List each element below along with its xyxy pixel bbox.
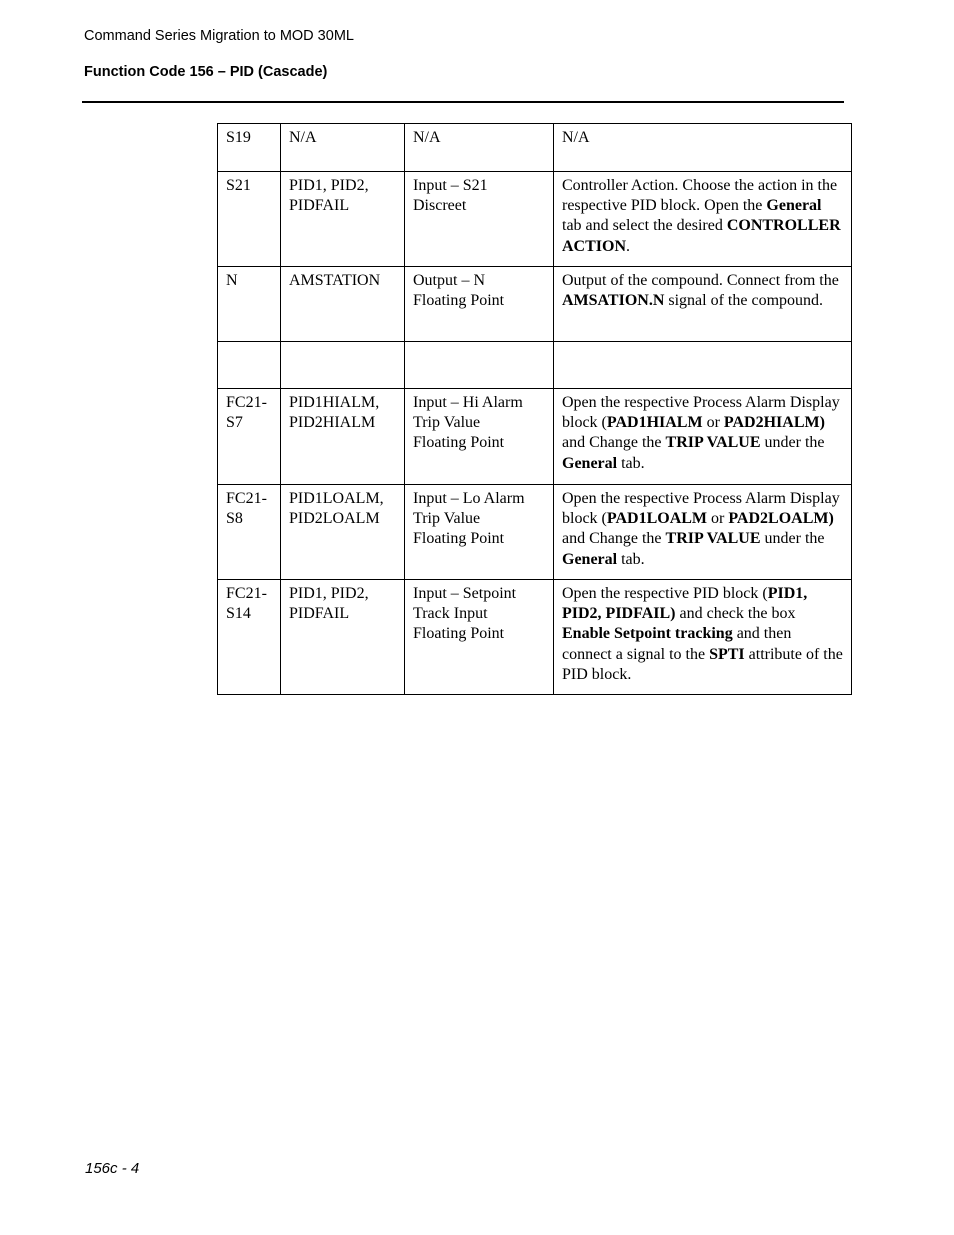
description-bold-text: SPTI — [709, 645, 745, 663]
io-cell — [405, 342, 554, 389]
description-text: and check the box — [675, 605, 796, 623]
spec-cell: FC21- S14 — [218, 580, 281, 695]
block-cell: PID1LOALM, PID2LOALM — [281, 485, 405, 580]
description-text: . — [626, 237, 631, 255]
description-bold-text: PAD1HIALM — [606, 414, 703, 432]
description-bold-text: CONTROLLER ACTION — [562, 217, 841, 255]
block-cell: PID1, PID2, PIDFAIL — [281, 580, 405, 695]
spec-cell — [218, 342, 281, 389]
description-bold-text: TRIP VALUE — [665, 530, 761, 548]
description-cell — [554, 172, 852, 267]
description-text: tab. — [617, 454, 645, 472]
description-text: and Change the — [562, 434, 666, 452]
io-cell: Output – N Floating Point — [405, 267, 554, 342]
description-bold-text: PAD1LOALM — [606, 510, 708, 528]
table-row-empty — [218, 342, 852, 389]
description-text: N/A — [562, 129, 590, 146]
description-bold-text: PAD2HIALM) — [723, 414, 825, 432]
description-bold-text: PID1, PID2, PIDFAIL) — [562, 585, 808, 623]
description-text: Open the respective PID block ( — [562, 585, 768, 602]
table-row — [218, 267, 852, 342]
document-title: Command Series Migration to MOD 30ML — [84, 28, 354, 44]
table-row — [218, 389, 852, 485]
description-text: attribute of the PID block. — [562, 645, 843, 683]
block-cell: N/A — [281, 124, 405, 172]
description-text: Open the respective Process Alarm Display block ( — [562, 490, 840, 528]
description-text: under the — [760, 434, 825, 452]
spec-cell: FC21- S8 — [218, 485, 281, 580]
description-bold-text: Enable Setpoint tracking — [562, 625, 733, 643]
spec-cell: FC21- S7 — [218, 389, 281, 485]
description-cell — [554, 389, 852, 485]
io-cell: Input – Lo Alarm Trip Value Floating Point — [405, 485, 554, 580]
description-text: or — [702, 414, 724, 432]
description-text: under the — [760, 530, 825, 548]
description-text: Controller Action. Choose the action in the respective PID block. Open the — [562, 177, 838, 215]
description-bold-text: General — [562, 454, 618, 472]
description-text: tab. — [617, 550, 645, 568]
header-divider — [82, 101, 844, 103]
block-cell — [281, 342, 405, 389]
spec-cell: S21 — [218, 172, 281, 267]
description-bold-text: AMSATION.N — [562, 292, 665, 310]
description-text: tab and select the desired — [562, 217, 727, 235]
description-text: and then connect a signal to the — [562, 625, 792, 663]
description-bold-text: General — [766, 197, 822, 215]
description-cell — [554, 485, 852, 580]
io-cell: Input – Hi Alarm Trip Value Floating Point — [405, 389, 554, 485]
spec-cell: S19 — [218, 124, 281, 172]
section-title: Function Code 156 – PID (Cascade) — [84, 64, 328, 80]
table-row — [218, 124, 852, 172]
description-text: Open the respective Process Alarm Display block ( — [562, 394, 840, 432]
io-mapping-table — [217, 123, 852, 695]
io-cell: Input – S21 Discreet — [405, 172, 554, 267]
block-cell: PID1HIALM, PID2HIALM — [281, 389, 405, 485]
spec-cell: N — [218, 267, 281, 342]
block-cell: AMSTATION — [281, 267, 405, 342]
block-cell: PID1, PID2, PIDFAIL — [281, 172, 405, 267]
description-text: signal of the compound. — [664, 292, 824, 310]
table-row — [218, 172, 852, 267]
io-cell: N/A — [405, 124, 554, 172]
description-cell — [554, 580, 852, 695]
description-cell — [554, 267, 852, 342]
description-text: or — [707, 510, 729, 528]
page-number: 156c - 4 — [85, 1160, 140, 1177]
description-text: Output of the compound. Connect from the — [562, 272, 839, 289]
description-cell — [554, 124, 852, 172]
description-bold-text: TRIP VALUE — [665, 434, 761, 452]
description-text: and Change the — [562, 530, 666, 548]
io-cell: Input – Setpoint Track Input Floating Point — [405, 580, 554, 695]
description-bold-text: General — [562, 550, 618, 568]
table-row — [218, 580, 852, 695]
table-row — [218, 485, 852, 580]
description-bold-text: PAD2LOALM) — [728, 510, 834, 528]
description-cell — [554, 342, 852, 389]
